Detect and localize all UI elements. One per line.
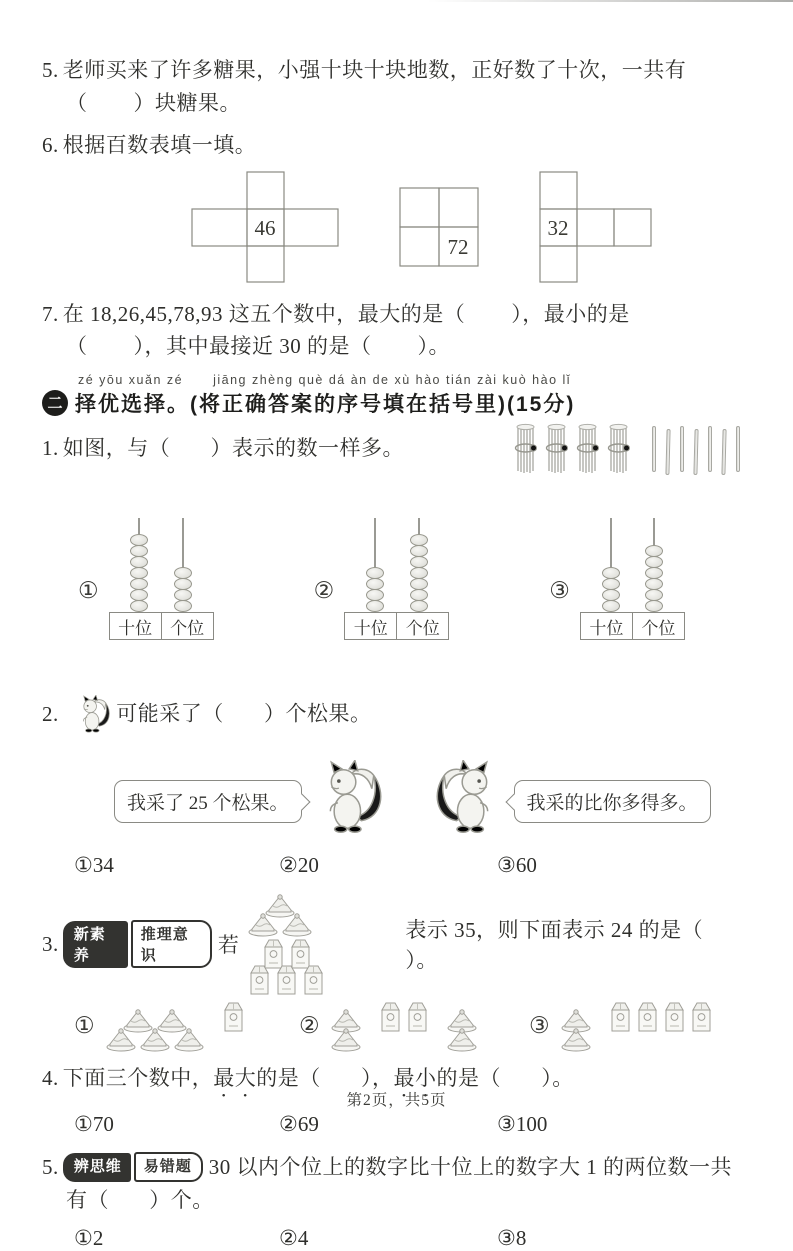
question-5 — [42, 54, 753, 119]
tens-label: 十位 — [109, 612, 162, 640]
abacus-row — [42, 518, 753, 640]
speech-bubble-left: 我采了 25 个松果。 — [114, 780, 302, 823]
option-1: ①70 — [74, 1112, 114, 1137]
option-3 — [529, 1000, 722, 1052]
badge-reasoning: 推理意识 — [131, 920, 212, 968]
question-number: 1. — [42, 435, 59, 460]
option-icon-group — [552, 1000, 722, 1052]
icon-cluster-carton — [246, 937, 327, 996]
ones-rod — [643, 518, 665, 612]
cake-icon — [446, 1026, 478, 1052]
bead — [174, 600, 192, 612]
icon-row — [104, 1026, 206, 1052]
text-part: 下面三个数中， — [62, 1066, 214, 1091]
cake-icon — [105, 1026, 137, 1052]
squirrel-icon — [320, 760, 386, 838]
stick-bundles — [514, 420, 631, 478]
option-label: ① — [74, 1013, 95, 1039]
tens-rod — [364, 518, 386, 612]
hundred-chart-shapes — [42, 170, 753, 284]
scan-artifact — [428, 0, 793, 2]
squirrel-icon — [432, 760, 498, 838]
grid-value: 72 — [447, 234, 469, 259]
icon-row — [329, 1026, 363, 1052]
squirrel-b-slot — [432, 760, 498, 843]
grid-shape-plus — [190, 170, 340, 284]
question-text-body: 如图，与（ ）表示的数一样多。 — [62, 435, 404, 460]
icon-cluster-cake — [104, 1007, 206, 1052]
abacus-option-2 — [314, 518, 450, 640]
question-text — [42, 662, 753, 744]
grid-value: 46 — [254, 215, 276, 240]
grid-shape-square — [398, 186, 480, 268]
place-value-labels — [109, 612, 214, 640]
dialogue-illustration — [114, 760, 753, 843]
option-icon-group — [97, 1000, 254, 1052]
question-text — [42, 54, 753, 87]
option-1 — [74, 1000, 299, 1052]
tens-rod — [128, 518, 150, 612]
stick-bundle-icon — [576, 420, 600, 478]
option-label: ① — [78, 578, 99, 604]
tens-rod — [600, 518, 622, 612]
icon-row — [246, 911, 314, 937]
cake-icon — [560, 1026, 592, 1052]
cake-icon — [247, 911, 279, 937]
squirrel-inline-slot — [67, 662, 113, 744]
cake-icon — [281, 911, 313, 937]
stem-icon-group — [239, 892, 405, 996]
options-row — [42, 1112, 753, 1137]
abacus-option-1 — [78, 518, 214, 640]
squirrel-icon — [78, 695, 112, 735]
icon-cluster-cake — [329, 1007, 363, 1052]
section-title: 择优选择。(将正确答案的序号填在括号里)(15分) — [75, 392, 576, 416]
option-label: ② — [299, 1013, 320, 1039]
sticks-illustration — [514, 420, 745, 478]
question-text — [42, 129, 753, 162]
bead — [410, 600, 428, 612]
stick — [708, 426, 712, 472]
milk-carton-icon — [221, 1000, 246, 1033]
question-number: 4. — [42, 1066, 59, 1091]
speech-bubble-right: 我采的比你多得多。 — [514, 780, 711, 823]
badge-thinking: 辨思维 — [63, 1153, 131, 1181]
place-value-labels — [580, 612, 685, 640]
cake-icon — [139, 1026, 171, 1052]
milk-carton-icon — [378, 1000, 403, 1033]
option-label: ② — [313, 578, 335, 604]
question-text-line1: 在 18,26,45,78,93 这五个数中，最大的是（ ），最小的是 — [62, 301, 630, 326]
icon-row — [559, 1026, 593, 1052]
ones-rod — [408, 518, 430, 612]
icon-row — [220, 1000, 247, 1033]
icon-row — [377, 1000, 431, 1033]
icon-cluster-carton — [607, 1000, 715, 1033]
milk-carton-icon — [662, 1000, 687, 1033]
question-text-line1: 30 以内个位上的数字比十位上的数字大 1 的两位数一共 — [208, 1155, 733, 1180]
option-label: ③ — [529, 1013, 550, 1039]
section-number-badge: 二 — [42, 390, 68, 416]
icon-cluster-carton — [220, 1000, 247, 1033]
badge-error-prone: 易错题 — [134, 1152, 203, 1181]
option-3: ③100 — [497, 1112, 548, 1137]
milk-carton-icon — [301, 963, 326, 996]
question-number: 2. — [42, 701, 59, 726]
place-value-labels — [344, 612, 449, 640]
abacus-option-3 — [549, 518, 685, 640]
question-number: 7. — [42, 301, 59, 326]
milk-carton-icon — [247, 963, 272, 996]
ones-rod — [172, 518, 194, 612]
stick-bundle-icon — [545, 420, 569, 478]
stick — [652, 426, 656, 472]
cake-icon — [330, 1026, 362, 1052]
option-2: ②20 — [279, 853, 319, 878]
milk-carton-icon — [608, 1000, 633, 1033]
abacus-rods — [344, 518, 449, 612]
icon-cluster-cake — [445, 1007, 479, 1052]
abacus-rods — [109, 518, 214, 612]
squirrel-a-slot — [320, 760, 386, 843]
text-part: 的是（ ）， — [256, 1066, 394, 1091]
option-label: ③ — [549, 578, 570, 604]
stick-bundle-icon — [607, 420, 631, 478]
question-number: 5. — [42, 58, 59, 82]
option-3: ③8 — [497, 1226, 527, 1251]
options-row — [42, 1000, 753, 1052]
ones-label: 个位 — [161, 612, 214, 640]
question-7 — [42, 298, 753, 363]
option-icon-group — [322, 1000, 486, 1052]
pinyin-part1: zé yōu xuǎn zé — [78, 372, 184, 387]
section-title-line — [42, 388, 753, 418]
stem-pre-text: 若 — [217, 933, 240, 958]
icon-cluster-carton — [377, 1000, 431, 1033]
emphasized-text: 最大 — [213, 1066, 257, 1091]
option-1: ①2 — [74, 1226, 104, 1251]
bead — [130, 600, 148, 612]
abacus-body — [109, 518, 214, 640]
options-row — [42, 853, 753, 878]
question-text-line2: （ ），其中最接近 30 的是（ ）。 — [66, 334, 450, 359]
single-sticks — [647, 420, 745, 472]
question-number: 6. — [42, 133, 59, 158]
question-6 — [42, 129, 753, 284]
icon-row — [607, 1000, 715, 1033]
question-text-line1: 老师买来了许多糖果，小强十块十块地数，正好数了十次，一共有 — [62, 58, 687, 82]
question-s2-1 — [42, 432, 753, 641]
question-text — [42, 298, 753, 331]
milk-carton-icon — [274, 963, 299, 996]
question-text-body: 可能采了（ ）个松果。 — [116, 701, 372, 726]
option-3: ③60 — [497, 853, 537, 878]
question-text-body: 根据百数表填一填。 — [62, 133, 257, 158]
option-2: ②69 — [279, 1112, 319, 1137]
abacus-body — [344, 518, 449, 640]
icon-cluster-cake — [559, 1007, 593, 1052]
question-s2-5 — [42, 1151, 753, 1251]
section-header — [42, 373, 753, 418]
stick — [736, 426, 740, 472]
bead — [366, 600, 384, 612]
question-s2-2 — [42, 662, 753, 878]
question-number: 3. — [42, 931, 59, 956]
question-number: 5. — [42, 1155, 59, 1180]
tens-label: 十位 — [580, 612, 633, 640]
stick — [693, 429, 698, 475]
bead — [602, 600, 620, 612]
stick — [680, 426, 684, 472]
pinyin-part2: jiāng zhèng què dá àn de xù hào tián zài kuò hào lǐ — [213, 372, 572, 387]
stem-post-text: 表示 35，则下面表示 24 的是（ ）。 — [405, 918, 744, 973]
ones-label: 个位 — [632, 612, 685, 640]
option-2 — [299, 1000, 529, 1052]
question-text — [42, 1151, 753, 1184]
stick — [721, 429, 726, 475]
option-1: ①34 — [74, 853, 114, 878]
milk-carton-icon — [689, 1000, 714, 1033]
milk-carton-icon — [405, 1000, 430, 1033]
badge-new-literacy: 新素养 — [63, 921, 128, 968]
option-2: ②4 — [279, 1226, 309, 1251]
pinyin-annotation — [42, 373, 753, 387]
ones-label: 个位 — [396, 612, 449, 640]
text-part: 的是（ ）。 — [436, 1066, 574, 1091]
question-text-line2: （ ）块糖果。 — [66, 90, 241, 115]
question-text — [42, 892, 753, 996]
tens-label: 十位 — [344, 612, 397, 640]
abacus-rods — [580, 518, 685, 612]
milk-carton-icon — [635, 1000, 660, 1033]
bead — [645, 600, 663, 612]
icon-row — [445, 1026, 479, 1052]
stick-bundle-icon — [514, 420, 538, 478]
question-text-line2: 有（ ）个。 — [66, 1187, 214, 1212]
icon-cluster-cake — [246, 892, 314, 937]
abacus-body — [580, 518, 685, 640]
question-s2-3 — [42, 892, 753, 1052]
grid-shape-tee — [538, 170, 654, 284]
cake-icon — [173, 1026, 205, 1052]
options-row — [42, 1226, 753, 1251]
grid-value: 32 — [547, 215, 569, 240]
emphasized-text: 最小 — [393, 1066, 437, 1091]
stick — [665, 429, 670, 475]
page-footer: 第2页，共5页 — [346, 1092, 447, 1109]
icon-row — [246, 963, 327, 996]
